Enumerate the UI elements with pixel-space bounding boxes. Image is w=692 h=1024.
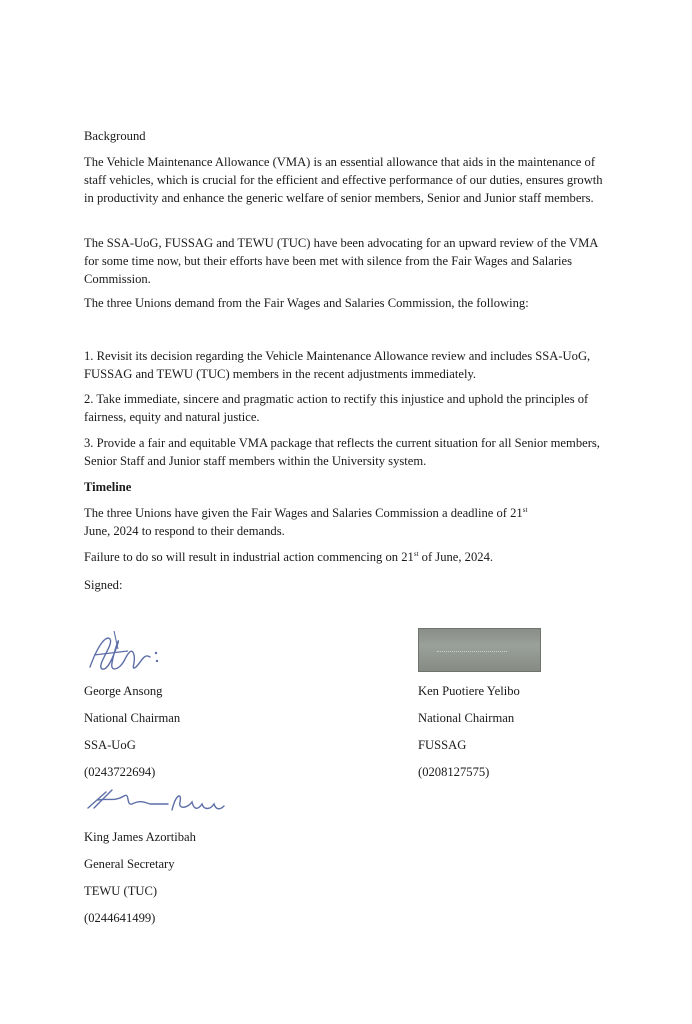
signatory-1-union: SSA-UoG bbox=[84, 738, 136, 752]
timeline-p2-text-cont: of June, 2024. bbox=[418, 550, 494, 564]
timeline-p1-sup: st bbox=[522, 505, 528, 514]
signature-king-james-azortibah bbox=[84, 786, 226, 816]
timeline-p2-sup: st bbox=[413, 549, 419, 558]
timeline-p1-text-cont: June, 2024 to respond to their demands. bbox=[84, 524, 285, 538]
signatory-1-name: George Ansong bbox=[84, 684, 163, 698]
background-heading: Background bbox=[84, 129, 146, 143]
background-paragraph-1: The Vehicle Maintenance Allowance (VMA) is an essential allowance that aids in the maintenance of staff vehicles, which is crucial for the efficient and effective performance of our duties, ensures growth in productivity and enhance the generic welfare of senior members, Senior and Junior staff members. bbox=[84, 155, 603, 205]
signatory-1 bbox=[84, 682, 180, 790]
demand-item-2: 2. Take immediate, sincere and pragmatic action to rectify this injustice and uphold the principles of fairness, equity and natural justice. bbox=[84, 392, 589, 424]
signatory-2-phone: (0208127575) bbox=[418, 765, 490, 779]
signatory-1-title: National Chairman bbox=[84, 711, 181, 725]
signatory-1-phone: (0243722694) bbox=[84, 765, 156, 779]
signatory-3 bbox=[84, 828, 196, 936]
timeline-p1-text: The three Unions have given the Fair Wages and Salaries Commission a deadline of 21 bbox=[84, 506, 523, 520]
stamp-scribble bbox=[437, 641, 507, 652]
signatory-3-phone: (0244641499) bbox=[84, 911, 156, 925]
signatory-2-union: FUSSAG bbox=[418, 738, 467, 752]
demand-item-3: 3. Provide a fair and equitable VMA package that reflects the current situation for all Senior members, Senior Staff and Junior staff members within the University system. bbox=[84, 436, 600, 468]
background-paragraph-3: The three Unions demand from the Fair Wages and Salaries Commission, the following: bbox=[84, 296, 529, 310]
signatory-3-name: King James Azortibah bbox=[84, 830, 196, 844]
timeline-paragraph-2 bbox=[84, 548, 604, 566]
signatory-2-title: National Chairman bbox=[418, 711, 515, 725]
timeline-heading: Timeline bbox=[84, 480, 132, 494]
signature-george-ansong bbox=[84, 625, 164, 680]
signatory-3-title: General Secretary bbox=[84, 857, 175, 871]
timeline-p2-text: Failure to do so will result in industrial action commencing on 21 bbox=[84, 550, 414, 564]
background-paragraph-2: The SSA-UoG, FUSSAG and TEWU (TUC) have been advocating for an upward review of the VMA for some time now, but their efforts have been met with silence from the Fair Wages and Salaries Commission. bbox=[84, 236, 598, 286]
signatory-2 bbox=[418, 682, 520, 790]
timeline-paragraph-1 bbox=[84, 504, 604, 540]
signatory-3-union: TEWU (TUC) bbox=[84, 884, 158, 898]
signatory-2-name: Ken Puotiere Yelibo bbox=[418, 684, 520, 698]
signed-label: Signed: bbox=[84, 578, 123, 592]
demand-item-1: 1. Revisit its decision regarding the Vehicle Maintenance Allowance review and includes SSA-UoG, FUSSAG and TEWU (TUC) members in the recent adjustments immediately. bbox=[84, 349, 591, 381]
signature-ken-puotiere-yelibo bbox=[418, 628, 541, 672]
